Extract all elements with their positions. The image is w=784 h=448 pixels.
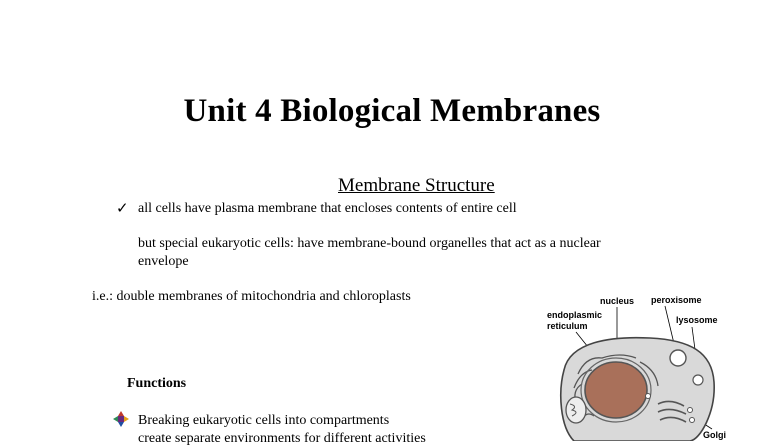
label-golgi: Golgi xyxy=(703,430,726,440)
page-title: Unit 4 Biological Membranes xyxy=(183,93,601,129)
mitochondrion xyxy=(566,397,586,423)
checkmark-icon: ✓ xyxy=(116,199,129,217)
label-lysosome: lysosome xyxy=(676,315,718,325)
label-nucleus: nucleus xyxy=(600,296,635,306)
section-heading: Membrane Structure xyxy=(338,175,495,196)
text-line: all cells have plasma membrane that encloses contents of entire cell xyxy=(138,201,517,216)
functions-heading: Functions xyxy=(127,376,187,391)
label-er-line1: endoplasmic xyxy=(547,310,603,320)
peroxisome xyxy=(670,350,686,366)
four-arrow-bullet-icon xyxy=(113,411,129,427)
label-er-line2: reticulum xyxy=(547,321,588,331)
cell-diagram xyxy=(540,292,784,441)
text-line: envelope xyxy=(138,254,189,269)
text-line: but special eukaryotic cells: have membrane-bound organelles that act as a nuclear xyxy=(138,236,601,251)
label-peroxisome: peroxisome xyxy=(651,295,702,305)
text-line: create separate environments for different activities xyxy=(138,431,426,446)
lysosome xyxy=(693,375,703,385)
text-line: i.e.: double membranes of mitochondria and chloroplasts xyxy=(92,289,411,304)
text-line: Breaking eukaryotic cells into compartments xyxy=(138,413,390,428)
nucleus xyxy=(585,362,647,418)
